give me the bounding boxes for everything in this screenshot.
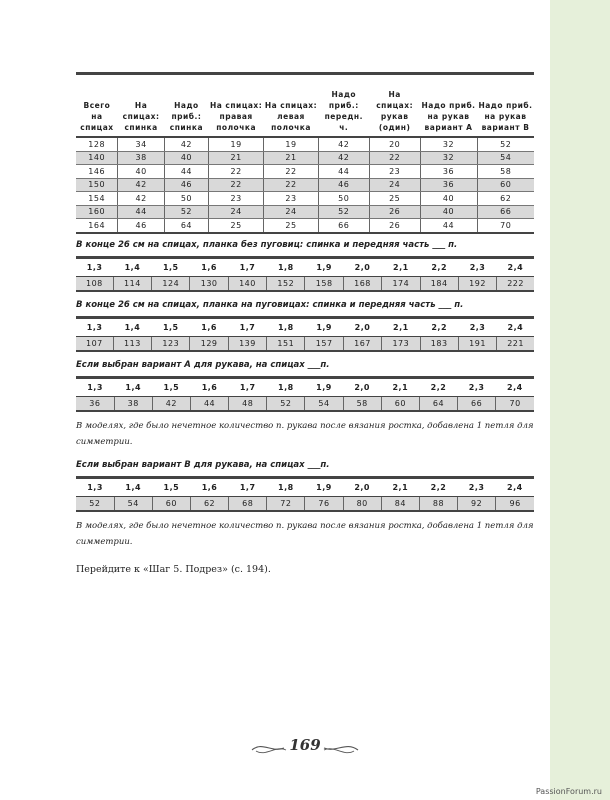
size-label: 2,1 (382, 257, 420, 276)
size-value: 80 (343, 496, 381, 511)
table-cell: 34 (118, 137, 164, 151)
size-value: 70 (496, 396, 534, 411)
goto-instruction: Перейдите к «Шаг 5. Подрез» (с. 194). (76, 563, 271, 575)
table-cell: 40 (420, 192, 477, 206)
stitch-count-table (76, 72, 534, 234)
table-row (76, 219, 534, 233)
size-value: 114 (113, 276, 151, 291)
table-cell: 46 (318, 178, 369, 192)
size-labels-row (76, 377, 534, 396)
table-cell: 154 (76, 192, 118, 206)
table-cell: 20 (369, 137, 420, 151)
size-label: 1,7 (228, 317, 266, 336)
table-cell: 50 (318, 192, 369, 206)
size-label: 1,8 (267, 477, 305, 496)
size-value: 44 (190, 396, 228, 411)
table-cell: 19 (264, 137, 318, 151)
table-cell: 23 (264, 192, 318, 206)
table-cell: 44 (420, 219, 477, 233)
table-cell: 128 (76, 137, 118, 151)
size-value: 113 (113, 336, 151, 351)
size-label: 1,7 (228, 257, 266, 276)
table-cell: 44 (318, 165, 369, 179)
size-value: 107 (76, 336, 113, 351)
table-header-row (76, 74, 534, 138)
table-cell: 40 (118, 165, 164, 179)
column-header: На спицах: правая полочка (208, 74, 263, 138)
size-label: 2,3 (458, 477, 496, 496)
size-value: 52 (267, 396, 305, 411)
size-label: 1,7 (229, 477, 267, 496)
section-note: В моделях, где было нечетное количество п. рукава после вязания ростка, добавлена 1 петля для симметрии. (76, 520, 534, 547)
page-footer (250, 733, 360, 761)
size-value: 222 (497, 276, 534, 291)
size-value: 158 (305, 276, 343, 291)
size-label: 2,3 (458, 257, 496, 276)
table-cell: 62 (477, 192, 534, 206)
size-label: 1,9 (305, 477, 343, 496)
size-value: 152 (267, 276, 305, 291)
table-cell: 36 (420, 178, 477, 192)
size-value: 72 (267, 496, 305, 511)
size-table (76, 376, 534, 412)
column-header: Всего на спицах (76, 74, 118, 138)
size-label: 1,3 (76, 317, 113, 336)
size-label: 1,4 (113, 317, 151, 336)
size-value: 48 (229, 396, 267, 411)
table-cell: 40 (420, 205, 477, 219)
size-value: 54 (114, 496, 152, 511)
table-cell: 42 (318, 151, 369, 165)
size-value: 174 (382, 276, 420, 291)
size-table (76, 476, 534, 512)
column-header: На спицах: спинка (118, 74, 164, 138)
table-cell: 38 (118, 151, 164, 165)
table-cell: 24 (264, 205, 318, 219)
table-cell: 22 (369, 151, 420, 165)
size-label: 2,2 (420, 257, 458, 276)
size-value: 139 (228, 336, 266, 351)
table-cell: 50 (164, 192, 208, 206)
table-row (76, 151, 534, 165)
size-value: 173 (382, 336, 420, 351)
size-value: 124 (152, 276, 190, 291)
table-row (76, 165, 534, 179)
size-table (76, 256, 534, 292)
size-value: 140 (228, 276, 266, 291)
column-header: Надо приб.: спинка (164, 74, 208, 138)
size-label: 2,2 (419, 377, 457, 396)
size-value: 38 (114, 396, 152, 411)
table-cell: 58 (477, 165, 534, 179)
table-cell: 52 (477, 137, 534, 151)
size-label: 2,1 (381, 377, 419, 396)
table-cell: 140 (76, 151, 118, 165)
table-cell: 21 (208, 151, 263, 165)
size-value: 151 (267, 336, 305, 351)
table-row (76, 178, 534, 192)
table-cell: 42 (118, 192, 164, 206)
section-heading: Если выбран вариант В для рукава, на спицах ___п. (76, 459, 330, 470)
size-label: 2,2 (420, 317, 458, 336)
table-cell: 52 (318, 205, 369, 219)
size-label: 2,3 (458, 377, 496, 396)
size-label: 2,0 (343, 257, 381, 276)
size-value: 167 (343, 336, 381, 351)
size-label: 1,9 (305, 317, 343, 336)
size-value: 88 (419, 496, 457, 511)
size-label: 1,5 (152, 317, 190, 336)
table-cell: 66 (318, 219, 369, 233)
table-cell: 46 (118, 219, 164, 233)
table-cell: 60 (477, 178, 534, 192)
column-header: Надо приб. на рукав вариант В (477, 74, 534, 138)
table-cell: 52 (164, 205, 208, 219)
size-value: 108 (76, 276, 113, 291)
table-cell: 164 (76, 219, 118, 233)
size-value: 191 (458, 336, 496, 351)
table-cell: 26 (369, 219, 420, 233)
size-values-row (76, 336, 534, 351)
size-value: 84 (381, 496, 419, 511)
table-cell: 22 (264, 165, 318, 179)
table-cell: 23 (208, 192, 263, 206)
size-table (76, 316, 534, 352)
site-watermark: PassionForum.ru (535, 787, 602, 796)
size-label: 2,3 (458, 317, 496, 336)
size-value: 62 (190, 496, 228, 511)
size-label: 1,7 (229, 377, 267, 396)
size-label: 2,1 (381, 477, 419, 496)
table-row (76, 205, 534, 219)
size-label: 1,8 (267, 257, 305, 276)
size-label: 1,8 (267, 377, 305, 396)
size-label: 2,4 (496, 377, 534, 396)
column-header: Надо приб. на рукав вариант А (420, 74, 477, 138)
table-cell: 22 (208, 178, 263, 192)
size-value: 157 (305, 336, 343, 351)
size-value: 123 (152, 336, 190, 351)
size-label: 2,4 (496, 477, 534, 496)
table-cell: 32 (420, 137, 477, 151)
size-label: 2,2 (419, 477, 457, 496)
size-value: 58 (343, 396, 381, 411)
size-value: 96 (496, 496, 534, 511)
table-cell: 23 (369, 165, 420, 179)
table-cell: 21 (264, 151, 318, 165)
size-labels-row (76, 317, 534, 336)
section-heading: Если выбран вариант А для рукава, на спицах ___п. (76, 359, 330, 370)
size-label: 1,6 (190, 477, 228, 496)
size-values-row (76, 496, 534, 511)
size-value: 168 (343, 276, 381, 291)
size-label: 1,3 (76, 477, 114, 496)
column-header: На спицах: левая полочка (264, 74, 318, 138)
size-value: 183 (420, 336, 458, 351)
size-labels-row (76, 257, 534, 276)
table-cell: 42 (118, 178, 164, 192)
table-cell: 24 (369, 178, 420, 192)
table-cell: 42 (318, 137, 369, 151)
section-heading: В конце 26 см на спицах, планка на пуговицах: спинка и передняя часть ___ п. (76, 299, 464, 310)
size-label: 1,6 (190, 257, 228, 276)
side-color-strip (550, 0, 610, 800)
size-label: 2,0 (343, 477, 381, 496)
size-sections (76, 240, 534, 550)
table-cell: 44 (118, 205, 164, 219)
table-cell: 44 (164, 165, 208, 179)
size-value: 92 (458, 496, 496, 511)
size-value: 68 (229, 496, 267, 511)
size-label: 2,0 (343, 317, 381, 336)
table-cell: 22 (208, 165, 263, 179)
size-label: 1,5 (152, 257, 190, 276)
page-content (76, 72, 534, 575)
size-label: 1,4 (113, 257, 151, 276)
size-label: 2,0 (343, 377, 381, 396)
size-value: 76 (305, 496, 343, 511)
table-cell: 42 (164, 137, 208, 151)
table-row (76, 192, 534, 206)
size-value: 42 (152, 396, 190, 411)
table-cell: 66 (477, 205, 534, 219)
size-label: 1,5 (152, 377, 190, 396)
table-cell: 25 (264, 219, 318, 233)
size-label: 1,6 (190, 317, 228, 336)
table-cell: 146 (76, 165, 118, 179)
table-cell: 24 (208, 205, 263, 219)
section-heading: В конце 26 см на спицах, планка без пуговиц: спинка и передняя часть ___ п. (76, 239, 458, 250)
table-cell: 32 (420, 151, 477, 165)
size-values-row (76, 396, 534, 411)
column-header: На спицах: рукав (один) (369, 74, 420, 138)
size-value: 60 (381, 396, 419, 411)
size-label: 2,4 (497, 317, 534, 336)
table-cell: 19 (208, 137, 263, 151)
size-label: 2,1 (382, 317, 420, 336)
size-value: 54 (305, 396, 343, 411)
size-label: 2,4 (497, 257, 534, 276)
table-cell: 64 (164, 219, 208, 233)
table-cell: 46 (164, 178, 208, 192)
size-value: 184 (420, 276, 458, 291)
table-cell: 25 (208, 219, 263, 233)
size-label: 1,3 (76, 257, 113, 276)
size-label: 1,9 (305, 257, 343, 276)
table-cell: 22 (264, 178, 318, 192)
size-value: 129 (190, 336, 228, 351)
size-labels-row (76, 477, 534, 496)
size-value: 221 (497, 336, 534, 351)
size-value: 36 (76, 396, 114, 411)
size-value: 52 (76, 496, 114, 511)
size-label: 1,4 (114, 477, 152, 496)
size-value: 66 (458, 396, 496, 411)
table-cell: 36 (420, 165, 477, 179)
size-value: 60 (152, 496, 190, 511)
size-label: 1,8 (267, 317, 305, 336)
page-number: 169 (289, 736, 321, 754)
size-value: 64 (419, 396, 457, 411)
size-label: 1,9 (305, 377, 343, 396)
table-cell: 150 (76, 178, 118, 192)
size-label: 1,3 (76, 377, 114, 396)
size-value: 192 (458, 276, 496, 291)
column-header: Надо приб.: передн. ч. (318, 74, 369, 138)
size-values-row (76, 276, 534, 291)
table-cell: 54 (477, 151, 534, 165)
section-note: В моделях, где было нечетное количество п. рукава после вязания ростка, добавлена 1 петля для симметрии. (76, 420, 534, 447)
size-value: 130 (190, 276, 228, 291)
table-cell: 70 (477, 219, 534, 233)
table-cell: 40 (164, 151, 208, 165)
size-label: 1,5 (152, 477, 190, 496)
table-cell: 26 (369, 205, 420, 219)
table-cell: 25 (369, 192, 420, 206)
table-row (76, 137, 534, 151)
size-label: 1,6 (190, 377, 228, 396)
size-label: 1,4 (114, 377, 152, 396)
table-cell: 160 (76, 205, 118, 219)
